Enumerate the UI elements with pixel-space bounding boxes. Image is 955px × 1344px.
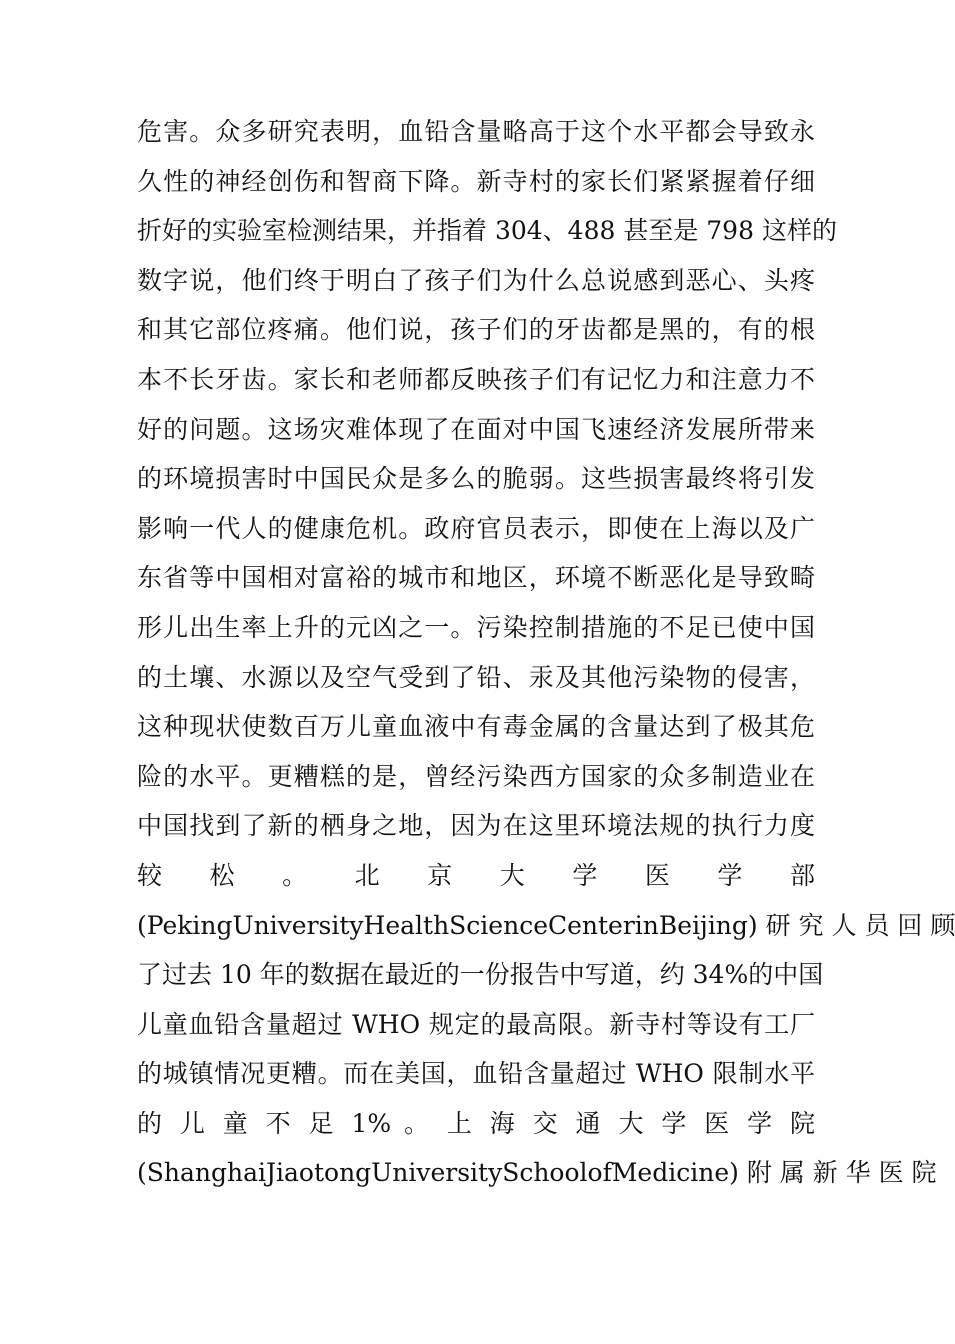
text-line-3: 折好的实验室检测结果，并指着 304、488 甚至是 798 这样的 <box>137 216 837 246</box>
text-line-17: (PekingUniversityHealthScienceCenterinBeijing) 研 究 人 员 回 顾 <box>137 910 955 940</box>
text-line-16: 较 松 。 北 京 大 学 医 学 部 <box>137 860 815 890</box>
text-line-2: 久性的神经创伤和智商下降。新寺村的家长们紧紧握着仔细 <box>137 166 815 196</box>
text-line-12: 的土壤、水源以及空气受到了铅、汞及其他污染物的侵害， <box>137 662 815 692</box>
text-line-18: 了过去 10 年的数据在最近的一份报告中写道，约 34%的中国 <box>137 960 824 990</box>
text-line-4: 数字说，他们终于明白了孩子们为什么总说感到恶心、头疼 <box>137 265 815 295</box>
text-line-20: 的城镇情况更糟。而在美国，血铅含量超过 WHO 限制水平 <box>137 1059 815 1089</box>
text-line-5: 和其它部位疼痛。他们说，孩子们的牙齿都是黑的，有的根 <box>137 315 815 345</box>
text-line-6: 本不长牙齿。家长和老师都反映孩子们有记忆力和注意力不 <box>137 364 815 394</box>
text-line-8: 的环境损害时中国民众是多么的脆弱。这些损害最终将引发 <box>137 464 815 494</box>
text-line-15: 中国找到了新的栖身之地，因为在这里环境法规的执行力度 <box>137 811 815 841</box>
text-line-13: 这种现状使数百万儿童血液中有毒金属的含量达到了极其危 <box>137 712 815 742</box>
text-line-22: (ShanghaiJiaotongUniversitySchoolofMedicine) 附 属 新 华 医 院 <box>137 1158 937 1188</box>
text-line-11: 形儿出生率上升的元凶之一。污染控制措施的不足已使中国 <box>137 612 815 642</box>
text-line-10: 东省等中国相对富裕的城市和地区，环境不断恶化是导致畸 <box>137 563 815 593</box>
text-line-19: 儿童血铅含量超过 WHO 规定的最高限。新寺村等设有工厂 <box>137 1009 815 1039</box>
text-line-14: 险的水平。更糟糕的是，曾经污染西方国家的众多制造业在 <box>137 761 815 791</box>
text-line-9: 影响一代人的健康危机。政府官员表示，即使在上海以及广 <box>137 513 815 543</box>
text-line-7: 好的问题。这场灾难体现了在面对中国飞速经济发展所带来 <box>137 414 815 444</box>
text-line-1: 危害。众多研究表明，血铅含量略高于这个水平都会导致永 <box>137 117 815 146</box>
body-paragraph <box>137 107 955 1198</box>
text-line-21: 的 儿 童 不 足 1% 。 上 海 交 通 大 学 医 学 院 <box>137 1108 815 1138</box>
